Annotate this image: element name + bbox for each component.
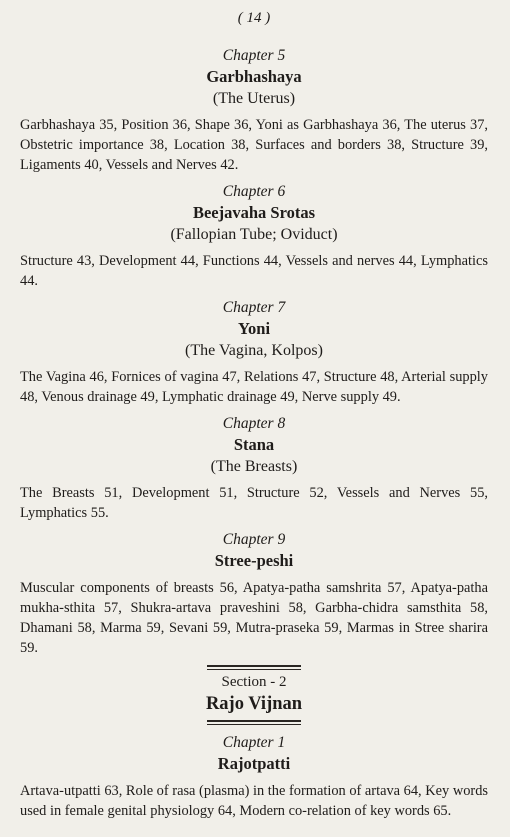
section2-chapter-1	[20, 733, 488, 821]
chapter-title: Rajotpatti	[217, 754, 291, 773]
chapter-label: Chapter 8	[222, 415, 286, 432]
chapter-contents: Structure 43, Development 44, Functions 44, Vessels and nerves 44, Lymphatics 44.	[20, 253, 488, 289]
chapter-title: Stana	[233, 435, 275, 454]
chapter-contents: Artava-utpatti 63, Role of rasa (plasma) in the formation of artava 64, Key words used in female genital physiology 64, Modern co-relation of key words 65.	[20, 783, 488, 819]
chapter-title: Stree-peshi	[214, 551, 294, 570]
chapter-subtitle: (The Vagina, Kolpos)	[185, 342, 323, 359]
chapter-8	[20, 414, 488, 523]
chapter-contents: The Breasts 51, Development 51, Structure 52, Vessels and Nerves 55, Lymphatics 55.	[20, 485, 488, 521]
chapter-label: Chapter 1	[222, 734, 286, 751]
section-title: Rajo Vijnan	[205, 694, 303, 714]
chapter-9	[20, 530, 488, 658]
chapter-contents: The Vagina 46, Fornices of vagina 47, Relations 47, Structure 48, Arterial supply 48, Venous drainage 49, Lymphatic drainage 49, Nerve supply 49.	[20, 369, 488, 405]
chapter-title: Yoni	[237, 319, 271, 338]
chapter-subtitle: (The Breasts)	[210, 458, 298, 475]
chapter-5	[20, 46, 488, 175]
page-number: ( 14 )	[237, 10, 271, 26]
section-label: Section - 2	[221, 674, 287, 690]
chapter-subtitle: (Fallopian Tube; Oviduct)	[170, 226, 338, 243]
chapter-contents: Garbhashaya 35, Position 36, Shape 36, Yoni as Garbhashaya 36, The uterus 37, Obstetric importance 38, Location 38, Surfaces and borders 38, Structure 39, Ligaments 40, Vessels and Nerves 42.	[20, 117, 488, 173]
chapter-label: Chapter 9	[222, 531, 286, 548]
section-rule-bottom	[207, 720, 301, 725]
chapter-title: Beejavaha Srotas	[192, 203, 316, 222]
chapter-subtitle: (The Uterus)	[212, 90, 296, 107]
section-rule-top	[207, 665, 301, 670]
chapter-7	[20, 298, 488, 407]
chapter-label: Chapter 6	[222, 183, 286, 200]
chapter-title: Garbhashaya	[206, 67, 302, 86]
chapter-label: Chapter 5	[222, 47, 286, 64]
section-heading	[20, 665, 488, 725]
chapter-6	[20, 182, 488, 291]
chapter-contents: Muscular components of breasts 56, Apatya-patha samshrita 57, Apatya-patha mukha-sthita 57, Shukra-artava praveshini 58, Garbha-chidra samsthita 58, Dhamani 58, Marma 59, Sevani 59, Mutra-praseka 59, Marmas in Stree sharira 59.	[20, 580, 488, 656]
chapter-label: Chapter 7	[222, 299, 286, 316]
